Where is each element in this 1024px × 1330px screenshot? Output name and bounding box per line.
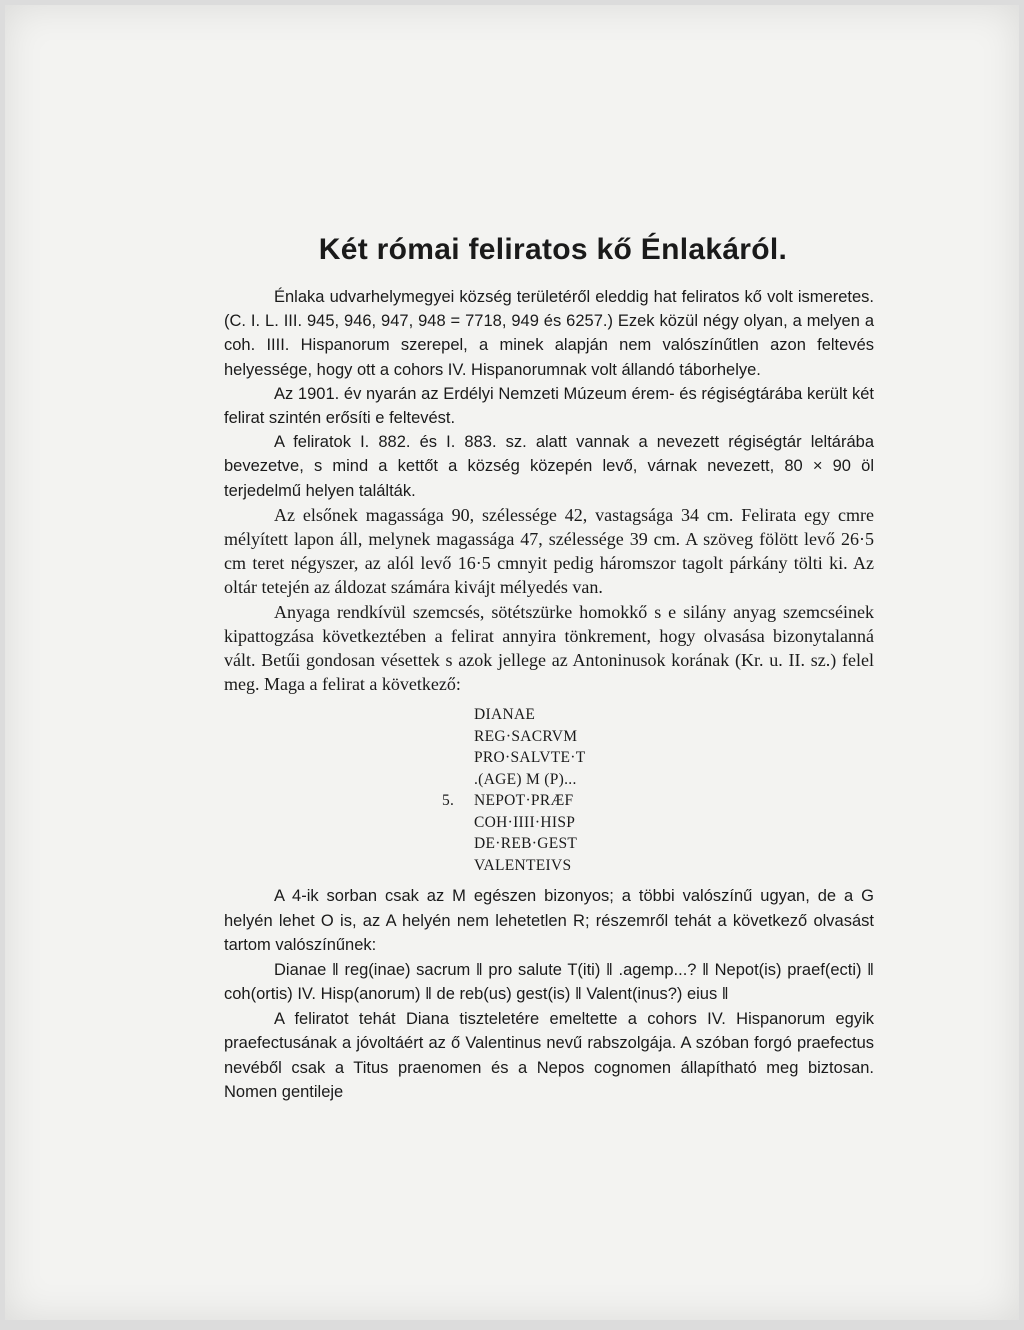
paragraph-museum: Az 1901. év nyarán az Erdélyi Nemzeti Múzeum érem- és régiségtárába került két felirat szintén erősíti e feltevést. bbox=[224, 384, 874, 428]
paragraph-reading-note: A 4-ik sorban csak az M egészen bizonyos; a többi valószínű ugyan, de a G helyén lehet O is, az A helyén nem lehetetlen R; részemről tehát a következő olvasást tartom valószínűnek: bbox=[224, 887, 874, 955]
scanned-page bbox=[5, 5, 1019, 1320]
inscription-line: DE·REB·GEST bbox=[474, 835, 578, 853]
article bbox=[224, 233, 874, 1105]
inscription-line: COH·IIII·HISP bbox=[474, 813, 576, 831]
paragraph-material: Anyaga rendkívül szemcsés, sötétszürke homokkő s e silány anyag szemcséinek kipattogzása következtében a felirat annyira tönkrement, hogy olvasása bizonytalanná vált. Betűi gondosan vésettek s azok jellege az Antoninusok korának (Kr. u. II. sz.) felel meg. Maga a felirat a következő: bbox=[224, 601, 874, 695]
inscription-line-number: 5. bbox=[442, 792, 455, 810]
paragraph-intro: Énlaka udvarhelymegyei község területéről eleddig hat feliratos kő volt ismeretes. (C. I. L. III. 945, 946, 947, 948 = 7718, 949 és 6257.) Ezek közül négy olyan, a melyen a coh. IIII. Hispanorum szerepel, a minek alapján nem valószínűtlen azon feltevés helyessége, hogy ott a cohors IV. Hispanorumnak volt állandó táborhelye. bbox=[224, 288, 874, 379]
inscription-line: VALENTEIVS bbox=[474, 856, 572, 874]
paragraph-conclusion: A feliratot tehát Diana tiszteletére emeltette a cohors IV. Hispanorum egyik praefectusának a jóvoltáért az ő Valentinus nevű rabszolgája. A szóban forgó praefectus nevéből csak a Titus praenomen és a Nepos cognomen állapítható meg biztosan. Nomen gentileje bbox=[224, 1009, 874, 1102]
paragraph-inventory: A feliratok I. 882. és I. 883. sz. alatt vannak a nevezett régiségtár leltárába bevezetve, s mind a kettőt a község közepén levő, várnak nevezett, 80 × 90 öl terjedelmű helyen találták. bbox=[224, 433, 874, 500]
inscription-line: PRO·SALVTE·T bbox=[474, 749, 586, 767]
inscription-line bbox=[442, 790, 874, 812]
paragraph-dimensions: Az elsőnek magassága 90, szélessége 42, vastagsága 34 cm. Felirata egy cmre mélyített lapon áll, melynek magassága 47, szélessége 39 cm. A szöveg fölött levő 26·5 cm teret négyszer, az alól levő 16·5 cmnyit pedig háromszor tagolt párkány tölti ki. Az oltár tetején az áldozat számára kivájt mélyedés van. bbox=[224, 504, 874, 598]
inscription-line: .(AGE) M (P)... bbox=[474, 770, 577, 788]
article-title: Két római feliratos kő Énlakáról. bbox=[318, 233, 788, 266]
inscription-text bbox=[442, 704, 874, 876]
paragraph-reading: Dianae ‖ reg(inae) sacrum ‖ pro salute T(iti) ‖ .agemp...? ‖ Nepot(is) praef(ecti) ‖ coh(ortis) IV. Hisp(anorum) ‖ de reb(us) gest(is) ‖ Valent(inus?) eius ‖ bbox=[224, 960, 874, 1004]
inscription-line-text: NEPOT·PRÆF bbox=[474, 792, 574, 810]
inscription-line: REG·SACRVM bbox=[474, 727, 578, 745]
inscription-line: DIANAE bbox=[474, 706, 536, 724]
